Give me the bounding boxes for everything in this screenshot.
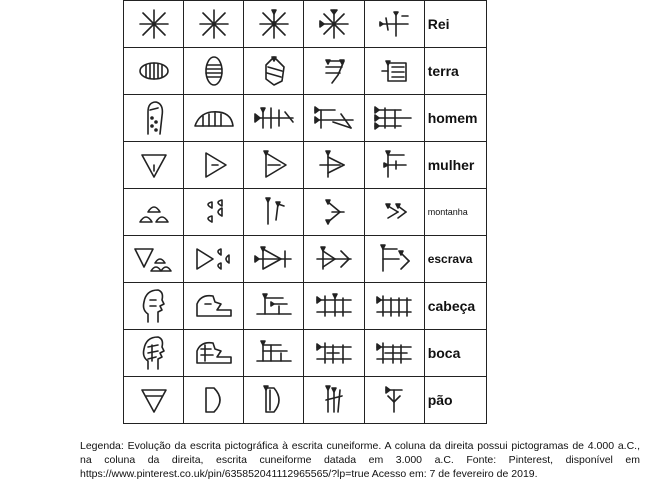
mountain-pictogram-1 xyxy=(124,189,184,236)
word-cell: escrava xyxy=(424,236,486,283)
head-cuneiform-4 xyxy=(304,283,364,330)
bread-pictogram-2 xyxy=(184,377,244,424)
slave-pictogram-2 xyxy=(184,236,244,283)
slave-pictogram-1 xyxy=(124,236,184,283)
slave-cuneiform-3 xyxy=(244,236,304,283)
head-pictogram-2 xyxy=(184,283,244,330)
mouth-pictogram-1 xyxy=(124,330,184,377)
bread-cuneiform-3 xyxy=(244,377,304,424)
mouth-cuneiform-5 xyxy=(364,330,424,377)
land-pictogram-2 xyxy=(184,48,244,95)
cuneiform-evolution-table xyxy=(123,0,487,424)
land-cuneiform-4 xyxy=(304,48,364,95)
table-row-boca xyxy=(124,330,487,377)
bread-pictogram-1 xyxy=(124,377,184,424)
land-pictogram-1 xyxy=(124,48,184,95)
word-cell: homem xyxy=(424,95,486,142)
star-pictogram-3 xyxy=(244,1,304,48)
mountain-pictogram-2 xyxy=(184,189,244,236)
head-cuneiform-3 xyxy=(244,283,304,330)
word-cell: boca xyxy=(424,330,486,377)
word-cell: Rei xyxy=(424,1,486,48)
star-pictogram-1 xyxy=(124,1,184,48)
mouth-cuneiform-3 xyxy=(244,330,304,377)
woman-pictogram-1 xyxy=(124,142,184,189)
table-row-pao xyxy=(124,377,487,424)
slave-cuneiform-4 xyxy=(304,236,364,283)
slave-cuneiform-5 xyxy=(364,236,424,283)
land-cuneiform-5 xyxy=(364,48,424,95)
star-cuneiform-5 xyxy=(364,1,424,48)
woman-cuneiform-3 xyxy=(244,142,304,189)
word-cell: pão xyxy=(424,377,486,424)
man-pictogram-2 xyxy=(184,95,244,142)
word-cell: terra xyxy=(424,48,486,95)
mountain-cuneiform-4 xyxy=(304,189,364,236)
table-row-terra xyxy=(124,48,487,95)
head-pictogram-1 xyxy=(124,283,184,330)
word-cell: cabeça xyxy=(424,283,486,330)
table-row-cabeca xyxy=(124,283,487,330)
mountain-cuneiform-5 xyxy=(364,189,424,236)
table-row-rei xyxy=(124,1,487,48)
mountain-cuneiform-3 xyxy=(244,189,304,236)
woman-cuneiform-4 xyxy=(304,142,364,189)
man-cuneiform-4 xyxy=(304,95,364,142)
table-row-montanha xyxy=(124,189,487,236)
head-cuneiform-5 xyxy=(364,283,424,330)
mouth-cuneiform-4 xyxy=(304,330,364,377)
man-pictogram-1 xyxy=(124,95,184,142)
word-cell: montanha xyxy=(424,189,486,236)
woman-pictogram-2 xyxy=(184,142,244,189)
star-pictogram-2 xyxy=(184,1,244,48)
bread-cuneiform-4 xyxy=(304,377,364,424)
mouth-pictogram-2 xyxy=(184,330,244,377)
table-row-escrava xyxy=(124,236,487,283)
star-cuneiform-4 xyxy=(304,1,364,48)
man-cuneiform-3 xyxy=(244,95,304,142)
table-row-homem xyxy=(124,95,487,142)
table-row-mulher xyxy=(124,142,487,189)
woman-cuneiform-5 xyxy=(364,142,424,189)
figure-caption: Legenda: Evolução da escrita pictográfica à escrita cuneiforme. A coluna da direita possui pictogramas de 4.000 a.C., na coluna da direita, escrita cuneiforme datada em 3.000 a.C. Fonte: Pinterest, disponível em https://www.pinterest.co.uk/pin/635852041112965565/?lp=true Acesso em: 7 de fevereiro de 2019. xyxy=(80,440,640,480)
word-cell: mulher xyxy=(424,142,486,189)
bread-cuneiform-5 xyxy=(364,377,424,424)
land-cuneiform-3 xyxy=(244,48,304,95)
man-cuneiform-5 xyxy=(364,95,424,142)
